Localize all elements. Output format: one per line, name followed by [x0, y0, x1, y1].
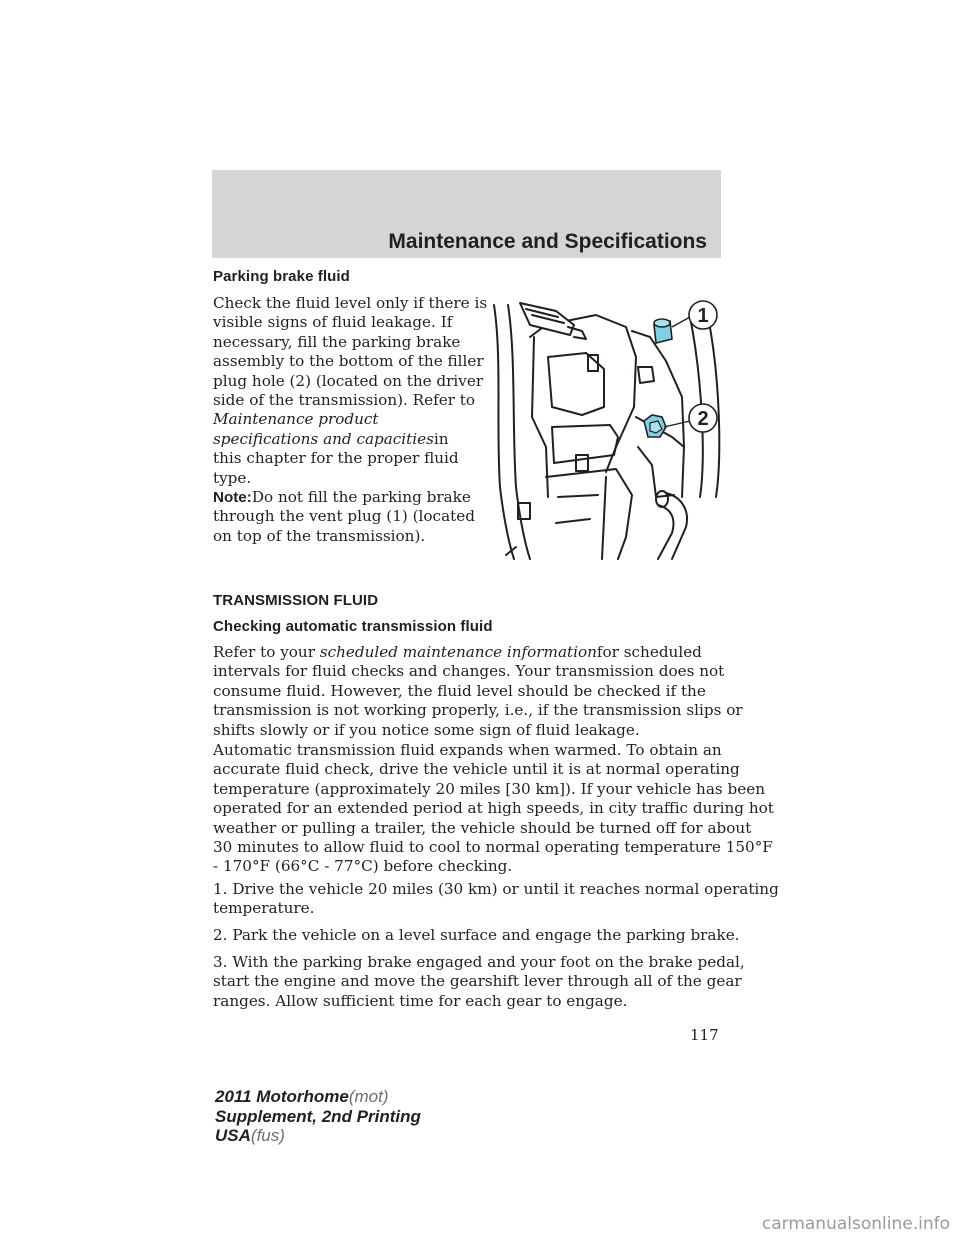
text-line: on top of the transmission).	[213, 526, 426, 545]
step-3	[213, 953, 745, 1011]
transmission-paragraph-2	[213, 741, 774, 877]
section-heading-parking-brake: Parking brake fluid	[213, 268, 350, 285]
transmission-illustration	[486, 297, 722, 562]
text-line: side of the transmission). Refer to	[213, 391, 476, 410]
svg-text:2: 2	[697, 408, 709, 430]
text-fragment: Refer to your	[213, 643, 315, 661]
text-line: start the engine and move the gearshift lever through all of the gear	[213, 972, 742, 991]
text-line: necessary, fill the parking brake	[213, 332, 461, 351]
callout-2	[689, 404, 717, 432]
text-line: intervals for fluid checks and changes. Your transmission does not	[213, 662, 725, 681]
text-line: 3. With the parking brake engaged and your foot on the brake pedal,	[213, 953, 745, 971]
footer-market: USA	[215, 1126, 251, 1145]
parking-brake-paragraph	[213, 294, 487, 488]
chapter-title: Maintenance and Specifications	[388, 230, 707, 253]
svg-text:1: 1	[697, 305, 709, 327]
section-heading-transmission-fluid: TRANSMISSION FLUID	[213, 592, 379, 609]
text-line: visible signs of fluid leakage. If	[213, 313, 453, 332]
parking-brake-note	[213, 488, 475, 546]
cross-reference-text: specifications and capacities	[213, 429, 434, 448]
print-footer	[215, 1087, 421, 1146]
text-fragment: Do not fill the parking brake	[251, 488, 471, 506]
text-line: this chapter for the proper fluid	[213, 449, 459, 468]
text-line: 1. Drive the vehicle 20 miles (30 km) or until it reaches normal operating	[213, 880, 779, 898]
vent-plug-icon	[654, 319, 672, 343]
text-line: temperature.	[213, 899, 315, 918]
text-line: weather or pulling a trailer, the vehicle should be turned off for about	[213, 818, 752, 837]
step-1	[213, 880, 779, 919]
text-fragment: in	[433, 429, 449, 448]
text-line: temperature (approximately 20 miles [30 km]). If your vehicle has been	[213, 779, 765, 798]
footer-code: (mot)	[348, 1087, 389, 1106]
text-fragment: for scheduled	[596, 643, 702, 661]
footer-printing: Supplement, 2nd Printing	[215, 1106, 421, 1126]
footer-code: (fus)	[250, 1126, 285, 1145]
filler-plug-icon	[644, 415, 666, 437]
note-label: Note:	[213, 489, 252, 506]
text-line: Automatic transmission fluid expands when warmed. To obtain an	[213, 741, 722, 759]
step-2	[213, 926, 740, 945]
footer-model: 2011 Motorhome	[215, 1087, 349, 1106]
text-line: Check the fluid level only if there is	[213, 294, 488, 312]
text-line: transmission is not working properly, i.e., if the transmission slips or	[213, 701, 743, 720]
callout-1	[689, 301, 717, 329]
text-line: assembly to the bottom of the filler	[213, 352, 484, 371]
text-line: accurate fluid check, drive the vehicle until it is at normal operating	[213, 760, 740, 779]
cross-reference-text: Maintenance product	[213, 410, 379, 429]
transmission-paragraph-1	[213, 643, 743, 740]
subheading-checking-fluid: Checking automatic transmission fluid	[213, 618, 493, 635]
page-number: 117	[690, 1026, 719, 1044]
chapter-header-band	[212, 170, 721, 258]
text-line: consume fluid. However, the fluid level should be checked if the	[213, 681, 706, 700]
text-line: ranges. Allow sufficient time for each gear to engage.	[213, 991, 628, 1010]
text-line: - 170°F (66°C - 77°C) before checking.	[213, 857, 513, 876]
text-line: 2. Park the vehicle on a level surface and engage the parking brake.	[213, 926, 740, 944]
watermark: carmanualsonline.info	[761, 1214, 950, 1234]
text-line: shifts slowly or if you notice some sign of fluid leakage.	[213, 720, 640, 739]
text-line: 30 minutes to allow fluid to cool to normal operating temperature 150°F	[213, 838, 773, 857]
text-line: plug hole (2) (located on the driver	[213, 371, 484, 390]
text-line: operated for an extended period at high speeds, in city traffic during hot	[213, 799, 774, 818]
text-line: type.	[213, 468, 252, 487]
cross-reference-text: scheduled maintenance information	[319, 643, 597, 661]
text-line: through the vent plug (1) (located	[213, 507, 475, 526]
